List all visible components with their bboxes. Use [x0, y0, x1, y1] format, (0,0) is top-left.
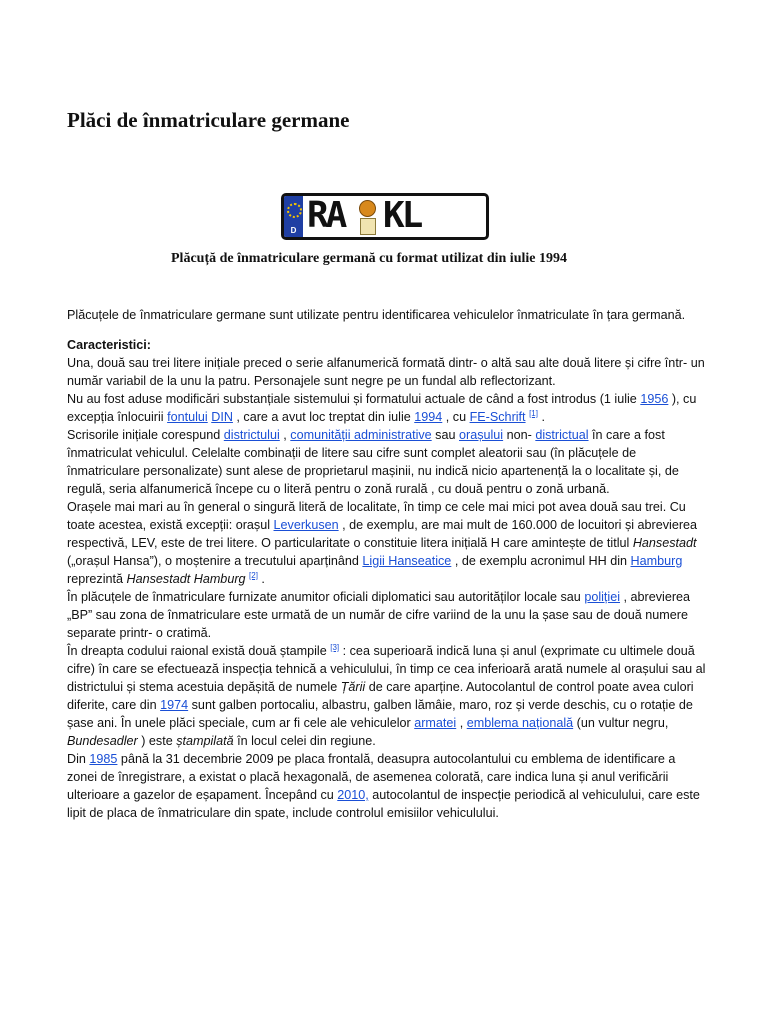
link-comunitatii-administrative[interactable]: comunității administrative	[290, 428, 432, 442]
country-code: D	[290, 226, 297, 235]
license-plate	[281, 193, 489, 240]
link-1956[interactable]: 1956	[640, 392, 669, 406]
link-districtului[interactable]: districtului	[223, 428, 280, 442]
eu-band	[284, 196, 303, 237]
paragraph-7: Din 1985 până la 31 decembrie 2009 pe placa frontală, deasupra autocolantului cu emblema de identificare a zonei de înregistrare, a existat o placă hexagonală, de asemenea colorată, care indica luna și anul verificării ulterioare a gazelor de eșapament. Începând cu 2010, autocolantul de inspecție periodică al vehiculului, care este lipit de placa de înmatriculare din spate, include controlul emisiilor vehiculului.	[67, 752, 700, 820]
link-politiei[interactable]: poliției	[584, 590, 621, 604]
paragraph-4: Orașele mai mari au în general o singură literă de localitate, în timp ce cele mai mici pot avea două sau trei. Cu toate acestea, există excepții: orașul Leverkusen , de exemplu, are mai mult de 160.000 de locuitori și abrevierea respectivă, LEV, este de trei litere. O particularitate o constituie litera inițială H care amintește de titlul Hansestadt („orașul Hansa”), o moștenire a trecutului aparținând Ligii Hanseatice , de exemplu acronimul HH din Hamburg reprezintă Hansestadt Hamburg [2] .	[67, 500, 698, 586]
inspection-sticker-icon	[359, 200, 376, 217]
paragraph-1: Una, două sau trei litere inițiale preced o serie alfanumerică formată dintr- o altă sau alte două litere și cifre într- un număr variabil de la unu la patru. Personajele sunt negre pe un fundal alb reflectorizant.	[67, 356, 705, 388]
plate-number: KL	[383, 195, 421, 236]
paragraph-6: În dreapta codului raional există două ștampile [3] : cea superioară indică luna și anul (exprimate cu ultimele două cifre) în care se efectuează inspecția tehnică a vehiculului, în timp ce cea inferioară arată numele al orașului sau al districtului și stema acestuia depășită de numele Țării de care aparține. Autocolantul de control poate avea culori diferite, care din 1974 sunt galben portocaliu, albastru, galben lămâie, maro, roz și verde deschis, cu o rotație de șase ani. În unele plăci speciale, cum ar fi cele ale vehiculelor armatei , emblema națională (un vultur negru, Bundesadler ) este ștampilată în locul celei din regiune.	[67, 642, 706, 748]
ref-2[interactable]: [2]	[249, 570, 258, 580]
link-districtual[interactable]: districtual	[535, 428, 589, 442]
link-orasului[interactable]: orașului	[459, 428, 504, 442]
page-title: Plăci de înmatriculare germane	[67, 108, 350, 132]
link-emblema-nationala[interactable]: emblema națională	[466, 716, 574, 730]
link-fe-schrift[interactable]: FE-Schrift	[469, 410, 526, 424]
link-1985[interactable]: 1985	[89, 752, 118, 766]
coat-of-arms-icon	[360, 218, 376, 235]
paragraph-2: Nu au fost aduse modificări substanțiale sistemului și formatului actuale de când a fost introdus (1 iulie 1956 ), cu excepția înlocuirii fontului DIN , care a avut loc treptat din iulie 1994 , cu FE-Schrift [1] .	[67, 392, 697, 424]
link-armatei[interactable]: armatei	[414, 716, 457, 730]
link-ligii-hanseatice[interactable]: Ligii Hanseatice	[362, 554, 452, 568]
intro-paragraph: Plăcuțele de înmatriculare germane sunt utilizate pentru identificarea vehiculelor înmatriculate în țara germană.	[67, 308, 686, 322]
link-din[interactable]: DIN	[211, 410, 233, 424]
ref-3[interactable]: [3]	[330, 642, 340, 652]
paragraph-5: În plăcuțele de înmatriculare furnizate anumitor oficiali diplomatici sau autorităților locale sau poliției , abrevierea „BP” sau zona de înmatriculare este urmată de un număr de cifre variind de la unu la șase sau de două numere separate printr- o cratimă.	[67, 590, 691, 640]
eu-stars-icon	[287, 203, 302, 218]
link-1974[interactable]: 1974	[160, 698, 189, 712]
link-2010[interactable]: 2010,	[337, 788, 369, 802]
plate-stamps	[358, 199, 376, 235]
section-heading: Caracteristici:	[67, 338, 151, 352]
license-plate-image	[281, 193, 489, 240]
ref-1[interactable]: [1]	[529, 408, 538, 418]
image-caption: Plăcuță de înmatriculare germană cu format utilizat din iulie 1994	[171, 251, 567, 266]
article-body	[67, 306, 707, 822]
link-leverkusen[interactable]: Leverkusen	[273, 518, 339, 532]
link-fontului[interactable]: fontului	[167, 410, 208, 424]
paragraph-3: Scrisorile inițiale corespund districtului , comunității administrative sau orașului non- districtual în care a fost înmatriculat vehiculul. Celelalte combinații de litere sau cifre sunt complet aleatorii sau (în plăcuțele de înmatriculare personalizate) sunt alese de proprietarul mașinii, nu indică nicio apartenență la o localitate și, de regulă, seria alfanumerică începe cu o literă pentru o zonă rurală , cu două pentru o zonă urbană.	[67, 428, 679, 496]
link-1994[interactable]: 1994	[414, 410, 443, 424]
link-hamburg[interactable]: Hamburg	[630, 554, 683, 568]
plate-city-code: RA	[307, 195, 345, 236]
